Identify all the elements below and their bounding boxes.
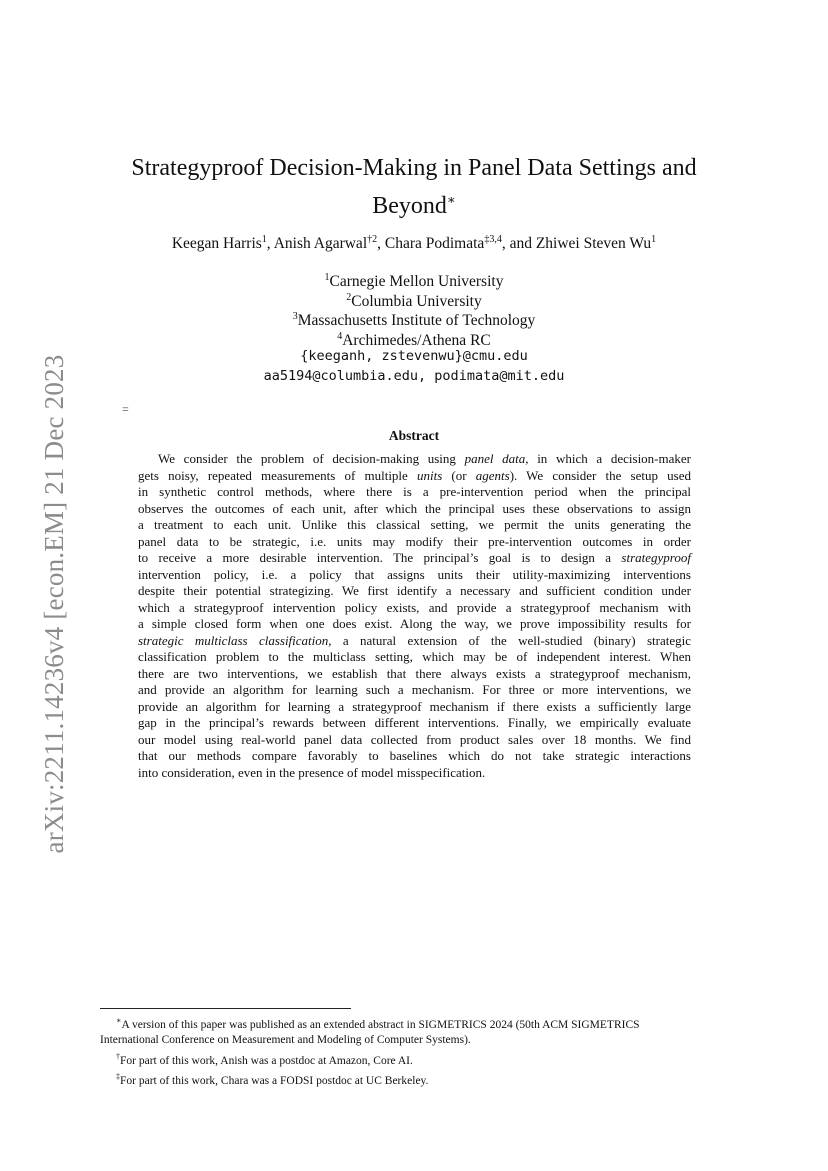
- abstract-line: provide an algorithm for learning a strategyproof mechanism if there exists a sufficiently large: [138, 698, 691, 714]
- affiliation-name: Massachusetts Institute of Technology: [297, 312, 536, 330]
- author-affiliation-mark: 1: [651, 234, 657, 245]
- author-affiliation-mark: ‡3,4: [484, 234, 502, 245]
- abstract-line: gets noisy, repeated measurements of multiple units (or agents). We consider the setup used: [138, 467, 691, 483]
- abstract-line: classification problem to the multiclass setting, which may be of independent interest. When: [138, 649, 691, 664]
- author-separator: ,: [266, 235, 274, 253]
- footnote: [100, 1069, 730, 1089]
- affiliation-name: Carnegie Mellon University: [329, 273, 504, 291]
- abstract-line: gap in the principal’s rewards between different interventions. Finally, we empirically evaluate: [138, 715, 691, 730]
- emphasized-term: strategyproof: [621, 550, 691, 565]
- abstract-line: observes the outcomes of each unit, after which the principal uses these observations to assign: [138, 500, 691, 516]
- abstract-line: in synthetic control methods, where there is a pre-intervention period when the principal: [138, 484, 691, 499]
- abstract-body: [138, 451, 691, 781]
- author-name: Zhiwei Steven Wu: [535, 235, 652, 253]
- affiliation-name: Archimedes/Athena RC: [342, 331, 491, 349]
- abstract-line: and provide an algorithm for learning such a mechanism. For three or more interventions, we: [138, 682, 691, 697]
- author-name: Keegan Harris: [171, 235, 262, 253]
- author-affiliation-mark: 1: [261, 234, 267, 245]
- author-name: Anish Agarwal: [273, 235, 368, 253]
- abstract-line: a simple closed form when one does exist. Along the way, we prove impossibility results for: [138, 616, 691, 631]
- author-affiliation-mark: †2: [367, 234, 378, 245]
- footnote: [100, 1049, 730, 1069]
- author-separator: , and: [501, 235, 536, 253]
- footnote: [100, 1013, 730, 1033]
- emphasized-term: panel data: [464, 451, 526, 466]
- abstract-line: there are two interventions, we establish that there always exists a strategyproof mechanism,: [138, 665, 691, 681]
- abstract-line: intervention policy, i.e. a policy that assigns units their utility-maximizing interventions: [138, 566, 691, 582]
- abstract-line: to receive a more desirable intervention. The principal’s goal is to design a strategyproof: [138, 550, 691, 565]
- footnote-mark: ‡: [116, 1072, 120, 1082]
- email-line: {keeganh, zstevenwu}@cmu.edu: [300, 348, 528, 364]
- footnote-mark: †: [116, 1051, 120, 1061]
- affiliation-mark: 4: [337, 330, 343, 342]
- footnote-text: A version of this paper was published as an extended abstract in SIGMETRICS 2024 (50th ACM SIGMETRICS: [121, 1018, 640, 1031]
- footnote-text: For part of this work, Anish was a postdoc at Amazon, Core AI.: [120, 1054, 413, 1067]
- footnotes: [100, 1013, 730, 1089]
- email-line: aa5194@columbia.edu, podimata@mit.edu: [263, 368, 565, 384]
- abstract-line: that our methods compare favorably to baselines which do not take strategic interactions: [138, 748, 691, 763]
- affiliation-name: Columbia University: [351, 292, 482, 310]
- footnote-text: For part of this work, Chara was a FODSI postdoc at UC Berkeley.: [120, 1074, 429, 1087]
- arxiv-identifier-stamp: arXiv:2211.14236v4 [econ.EM] 21 Dec 2023: [39, 354, 69, 854]
- footnote-divider: [100, 1008, 351, 1009]
- abstract-line: our model using real-world panel data collected from product sales over 18 months. We find: [138, 731, 691, 747]
- author-list: [60, 234, 768, 253]
- title-line-2: Beyond: [372, 193, 447, 219]
- affiliation-mark: 3: [292, 311, 298, 322]
- abstract-line: strategic multiclass classification, a natural extension of the well-studied (binary) strategic: [138, 632, 691, 648]
- emphasized-term: strategic multiclass classification: [138, 632, 329, 648]
- abstract-line: despite their potential strategizing. We first identify a necessary and sufficient condition under: [138, 583, 691, 598]
- emphasized-term: agents: [475, 467, 510, 483]
- abstract-line: We consider the problem of decision-making using panel data, in which a decision-maker: [158, 451, 691, 466]
- title-line-1: Strategyproof Decision-Making in Panel Data Settings and: [131, 155, 697, 181]
- paper-title: [100, 152, 728, 222]
- footnote-mark: ∗: [116, 1016, 122, 1025]
- abstract-line: panel data to be strategic, i.e. units may modify their pre-intervention outcomes in order: [138, 533, 691, 549]
- author-separator: ,: [377, 235, 385, 253]
- affiliation-mark: 2: [346, 291, 352, 303]
- abstract-line: a treatment to each unit. Unlike this classical setting, we permit the units generating the: [138, 517, 691, 532]
- title-footnote-mark: ∗: [446, 192, 456, 207]
- abstract-heading: Abstract: [388, 428, 440, 443]
- abstract-line: into consideration, even in the presence of model misspecification.: [138, 764, 486, 780]
- equal-contribution-mark: =: [122, 402, 129, 416]
- abstract-line: which a strategyproof intervention policy exists, and provide a strategyproof mechanism with: [138, 599, 691, 615]
- author-name: Chara Podimata: [384, 235, 485, 253]
- emphasized-term: units: [416, 467, 443, 483]
- affiliation-mark: 1: [324, 272, 330, 283]
- footnote-continuation: International Conference on Measurement and Modeling of Computer Systems).: [100, 1034, 471, 1047]
